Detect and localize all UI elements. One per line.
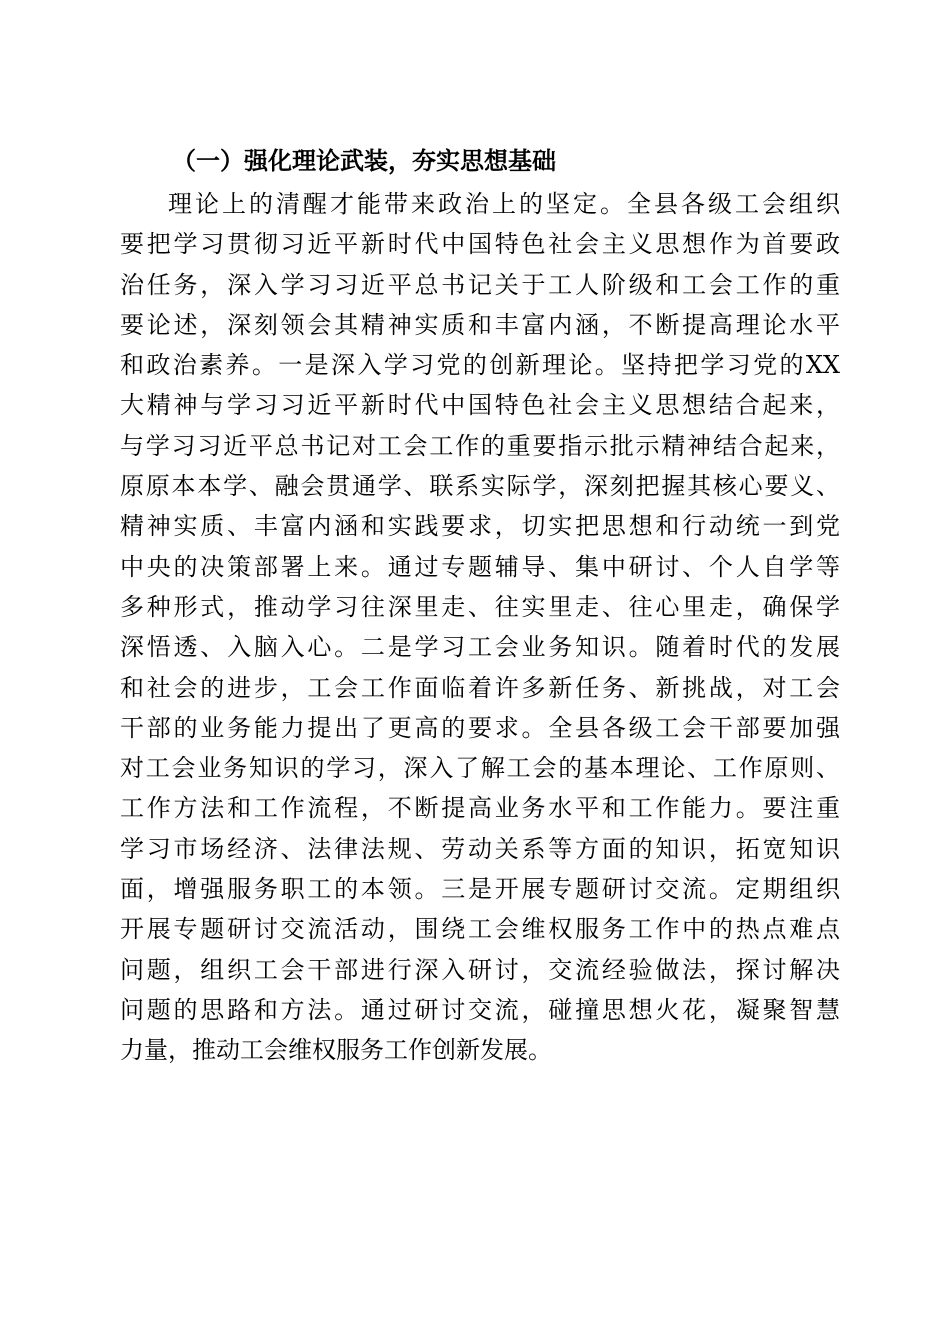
paragraph-line: 面，增强服务职工的本领。三是开展专题研讨交流。定期组织 [120, 875, 840, 904]
body-paragraph [120, 184, 840, 1071]
paragraph-line: 和政治素养。一是深入学习党的创新理论。坚持把学习党的XX [120, 351, 840, 380]
paragraph-line: 学习市场经济、法律法规、劳动关系等方面的知识，拓宽知识 [120, 834, 840, 863]
paragraph-line: 力量，推动工会维权服务工作创新发展。 [120, 1036, 552, 1065]
paragraph-line: 问题，组织工会干部进行深入研讨，交流经验做法，探讨解决 [120, 955, 840, 984]
paragraph-line: 要论述，深刻领会其精神实质和丰富内涵，不断提高理论水平 [120, 310, 840, 339]
paragraph-line: 原原本本学、融会贯通学、联系实际学，深刻把握其核心要义、 [120, 472, 840, 501]
paragraph-line: 大精神与学习习近平新时代中国特色社会主义思想结合起来， [120, 391, 840, 420]
paragraph-line: 工作方法和工作流程，不断提高业务水平和工作能力。要注重 [120, 794, 840, 823]
paragraph-line: 开展专题研讨交流活动，围绕工会维权服务工作中的热点难点 [120, 915, 840, 944]
paragraph-line: 多种形式，推动学习往深里走、往实里走、往心里走，确保学 [120, 592, 840, 621]
paragraph-line: 问题的思路和方法。通过研讨交流，碰撞思想火花，凝聚智慧 [120, 995, 840, 1024]
paragraph-line: 与学习习近平总书记对工会工作的重要指示批示精神结合起来， [120, 431, 840, 460]
paragraph-line: 干部的业务能力提出了更高的要求。全县各级工会干部要加强 [120, 713, 840, 742]
paragraph-line: 精神实质、丰富内涵和实践要求，切实把思想和行动统一到党 [120, 512, 840, 541]
paragraph-line: 中央的决策部署上来。通过专题辅导、集中研讨、个人自学等 [120, 552, 840, 581]
paragraph-line: 治任务，深入学习习近平总书记关于工人阶级和工会工作的重 [120, 270, 840, 299]
section-heading: （一）强化理论武装，夯实思想基础 [172, 146, 556, 175]
paragraph-line: 要把学习贯彻习近平新时代中国特色社会主义思想作为首要政 [120, 230, 840, 259]
paragraph-line: 和社会的进步，工会工作面临着许多新任务、新挑战，对工会 [120, 673, 840, 702]
paragraph-line: 对工会业务知识的学习，深入了解工会的基本理论、工作原则、 [120, 754, 840, 783]
paragraph-line: 深悟透、入脑入心。二是学习工会业务知识。随着时代的发展 [120, 633, 840, 662]
paragraph-line: 理论上的清醒才能带来政治上的坚定。全县各级工会组织 [168, 190, 840, 218]
